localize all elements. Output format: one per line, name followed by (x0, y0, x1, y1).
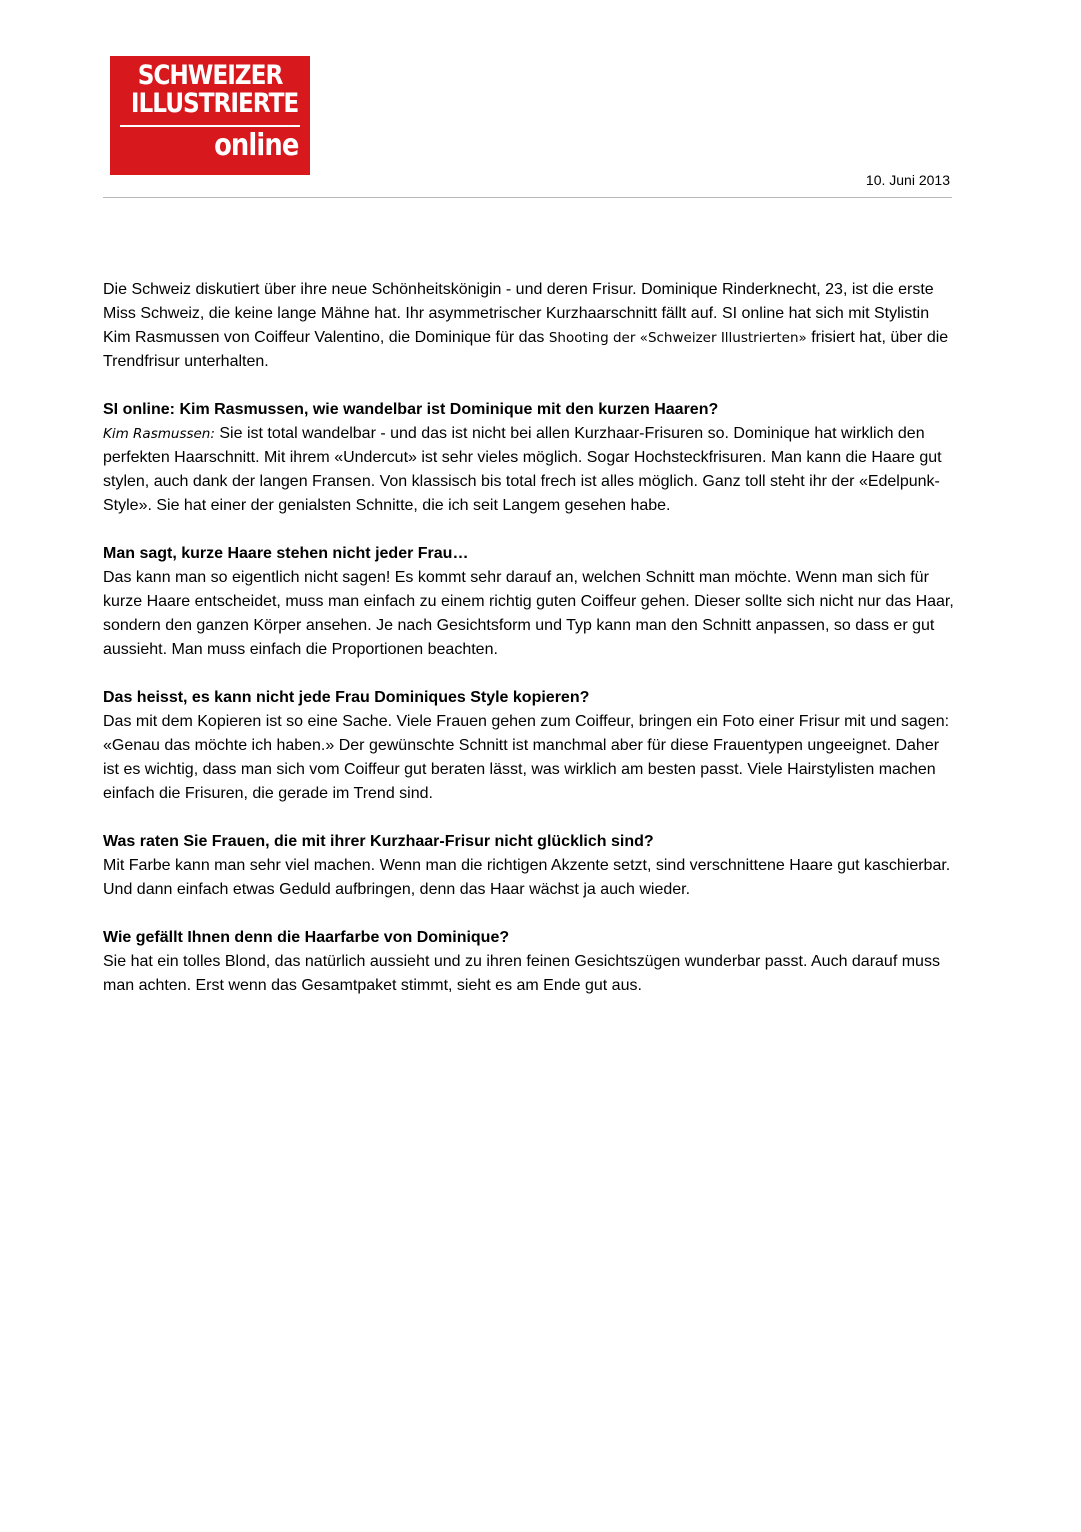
question-1: SI online: Kim Rasmussen, wie wandelbar ist Dominique mit den kurzen Haaren? (103, 401, 719, 418)
logo-line-illustrierte: ILLUSTRIERTE (130, 88, 299, 119)
question-2: Man sagt, kurze Haare stehen nicht jeder Frau… (103, 545, 469, 562)
intro-text-shooting: Shooting der «Schweizer Illustrierten» (548, 330, 807, 346)
qa-block-1 (103, 398, 955, 518)
speaker-label: Kim Rasmussen: (103, 426, 215, 442)
header-divider (103, 197, 952, 198)
schweizer-illustrierte-online-logo (110, 56, 310, 175)
question-4: Was raten Sie Frauen, die mit ihrer Kurzhaar-Frisur nicht glücklich sind? (103, 833, 654, 850)
qa-block-4 (103, 830, 955, 902)
article-intro (103, 278, 955, 374)
answer-1: Sie ist total wandelbar - und das ist nicht bei allen Kurzhaar-Frisuren so. Dominique hat wirklich den perfekten Haarschnitt. Mit ihrem «Undercut» ist sehr vieles möglich. Sogar Hochsteckfrisuren. Man kann die Haare gut stylen, auch dank der langen Fransen. Von klassisch bis total frech ist alles möglich. Ganz toll steht ihr der «Edelpunk-Style». Sie hat einer der genialsten Schnitte, die ich seit Langem gesehen habe. (103, 425, 942, 514)
answer-3: Das mit dem Kopieren ist so eine Sache. Viele Frauen gehen zum Coiffeur, bringen ein Foto einer Frisur mit und sagen: «Genau das möchte ich haben.» Der gewünschte Schnitt ist manchmal aber für diese Frauentypen ungeeignet. Daher ist es wichtig, dass man sich vom Coiffeur gut beraten lässt, was wirklich am besten passt. Viele Hairstylisten machen einfach die Frisuren, die gerade im Trend sind. (103, 713, 950, 802)
answer-2: Das kann man so eigentlich nicht sagen! Es kommt sehr darauf an, welchen Schnitt man möchte. Wenn man sich für kurze Haare entscheidet, muss man einfach zu einem richtig guten Coiffeur gehen. Dieser sollte sich nicht nur das Haar, sondern den ganzen Körper ansehen. Je nach Gesichtsform und Typ kann man den Schnitt anpassen, so dass er gut aussieht. Man muss einfach die Proportionen beachten. (103, 569, 954, 658)
question-3: Das heisst, es kann nicht jede Frau Dominiques Style kopieren? (103, 689, 590, 706)
qa-block-5 (103, 926, 955, 998)
article-body (103, 278, 955, 1022)
qa-block-3 (103, 686, 955, 806)
intro-text-part1: Die Schweiz diskutiert über ihre neue Schönheitskönigin - und deren Frisur. Dominique Rinderknecht, 23, ist die erste Miss Schweiz, die keine lange Mähne hat. Ihr asymmetrischer Kurzhaarschnitt fällt auf. SI online hat sich mit Stylistin Kim Rasmussen von Coiffeur Valentino, die Dominique für das (103, 281, 934, 346)
answer-4: Mit Farbe kann man sehr viel machen. Wenn man die richtigen Akzente setzt, sind verschnittene Haare gut kaschierbar. Und dann einfach etwas Geduld aufbringen, denn das Haar wächst ja auch wieder. (103, 857, 951, 898)
logo-divider (120, 125, 300, 127)
answer-5: Sie hat ein tolles Blond, das natürlich aussieht und zu ihren feinen Gesichtszügen wunderbar passt. Auch darauf muss man achten. Erst wenn das Gesamtpaket stimmt, sieht es am Ende gut aus. (103, 953, 940, 994)
logo-line-schweizer: SCHWEIZER (137, 60, 283, 91)
qa-block-2 (103, 542, 955, 662)
logo-line-online: online (214, 128, 299, 163)
intro-text-part3: frisiert hat, über die Trendfrisur unterhalten. (103, 329, 949, 370)
question-5: Wie gefällt Ihnen denn die Haarfarbe von Dominique? (103, 929, 510, 946)
publication-date: 10. Juni 2013 (865, 172, 950, 188)
